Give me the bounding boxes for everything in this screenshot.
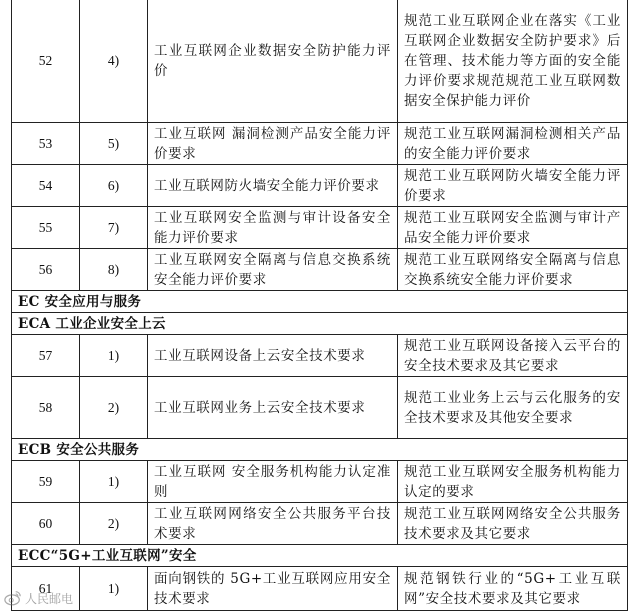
table-row (12, 165, 628, 207)
standard-name: 工业互联网设备上云安全技术要求 (148, 335, 398, 377)
sub-number: 2) (80, 503, 148, 545)
row-number: 55 (12, 207, 80, 249)
table-row (12, 207, 628, 249)
weibo-logo-icon (4, 589, 22, 607)
standard-name: 工业互联网 安全服务机构能力认定准则 (148, 461, 398, 503)
row-number: 54 (12, 165, 80, 207)
table-row (12, 335, 628, 377)
table-row (12, 503, 628, 545)
section-row (12, 291, 628, 313)
sub-number: 8) (80, 249, 148, 291)
watermark (4, 589, 73, 607)
table-row (12, 249, 628, 291)
standard-name: 工业互联网 漏洞检测产品安全能力评价要求 (148, 123, 398, 165)
section-heading: EC 安全应用与服务 (12, 291, 628, 313)
watermark-text: 人民邮电 (25, 591, 74, 606)
sub-number: 1) (80, 567, 148, 611)
table-row (12, 567, 628, 611)
standard-description: 规范工业互联网安全监测与审计产品安全能力评价要求 (398, 207, 628, 249)
standard-name: 工业互联网防火墙安全能力评价要求 (148, 165, 398, 207)
standard-description: 规范工业业务上云与云化服务的安全技术要求及其他安全要求 (398, 377, 628, 439)
standard-description: 规范工业互联网安全服务机构能力认定的要求 (398, 461, 628, 503)
standard-description: 规范工业互联网设备接入云平台的安全技术要求及其它要求 (398, 335, 628, 377)
sub-number: 5) (80, 123, 148, 165)
standard-name: 面向钢铁的 5G+工业互联网应用安全技术要求 (148, 567, 398, 611)
sub-number: 7) (80, 207, 148, 249)
standard-description: 规范工业互联网络安全隔离与信息交换系统安全能力评价要求 (398, 249, 628, 291)
standard-name: 工业互联网安全监测与审计设备安全能力评价要求 (148, 207, 398, 249)
row-number: 60 (12, 503, 80, 545)
section-row (12, 545, 628, 567)
section-heading: ECB 安全公共服务 (12, 439, 628, 461)
sub-number: 6) (80, 165, 148, 207)
row-number: 58 (12, 377, 80, 439)
sub-number: 1) (80, 335, 148, 377)
table-row (12, 377, 628, 439)
section-row (12, 439, 628, 461)
row-number: 57 (12, 335, 80, 377)
table-row (12, 0, 628, 123)
standard-name: 工业互联网网络安全公共服务平台技术要求 (148, 503, 398, 545)
sub-number: 4) (80, 0, 148, 123)
row-number: 56 (12, 249, 80, 291)
standard-name: 工业互联网业务上云安全技术要求 (148, 377, 398, 439)
table-row (12, 461, 628, 503)
row-number: 53 (12, 123, 80, 165)
standards-table (11, 0, 628, 611)
table-row (12, 123, 628, 165)
standard-description: 规范工业互联网漏洞检测相关产品的安全能力评价要求 (398, 123, 628, 165)
section-heading: ECC“5G+工业互联网”安全 (12, 545, 628, 567)
standard-name: 工业互联网企业数据安全防护能力评价 (148, 0, 398, 123)
sub-number: 1) (80, 461, 148, 503)
row-number: 52 (12, 0, 80, 123)
standard-name: 工业互联网安全隔离与信息交换系统安全能力评价要求 (148, 249, 398, 291)
section-heading: ECA 工业企业安全上云 (12, 313, 628, 335)
sub-number: 2) (80, 377, 148, 439)
standard-description: 规范工业互联网网络安全公共服务技术要求及其它要求 (398, 503, 628, 545)
standard-description: 规范工业互联网企业在落实《工业互联网企业数据安全防护要求》后在管理、技术能力等方面的安全能力评价要求规范规范工业互联网数据安全保护能力评价 (398, 0, 628, 123)
row-number: 59 (12, 461, 80, 503)
standard-description: 规范钢铁行业的“5G+工业互联网”安全技术要求及其它要求 (398, 567, 628, 611)
standard-description: 规范工业互联网防火墙安全能力评价要求 (398, 165, 628, 207)
row-number: 61 (12, 567, 80, 611)
section-row (12, 313, 628, 335)
